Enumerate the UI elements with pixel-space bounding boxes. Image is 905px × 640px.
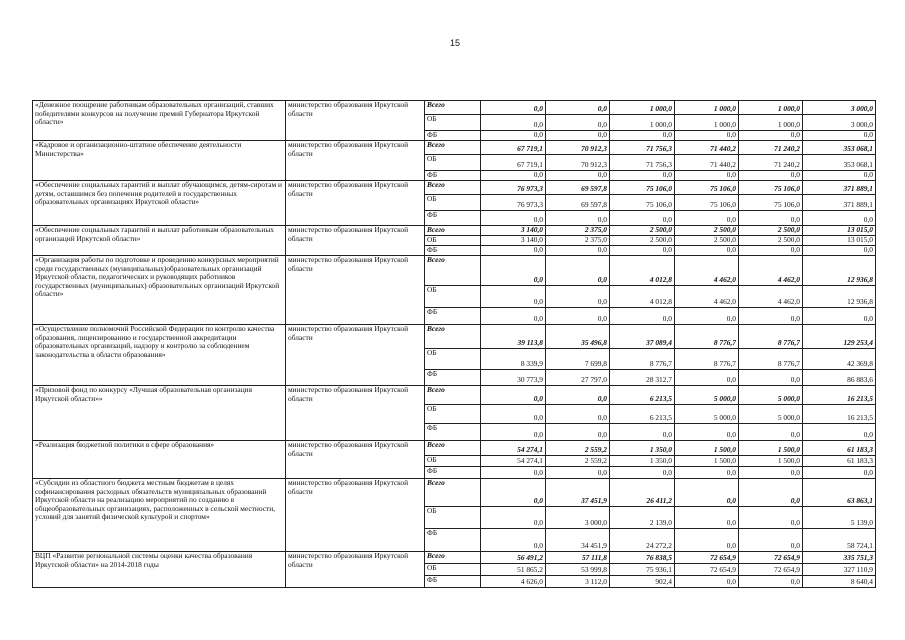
amount-cell: 69 597,8 xyxy=(546,181,610,195)
amount-cell: 129 253,4 xyxy=(803,325,876,349)
measure-name-cell: «Осуществление полномочий Российской Федерации по контролю качества образования, лицензированию и государственной аккредитации образовательных организаций, надзору и контролю за соблюдением законодательства в области образования» xyxy=(33,325,286,386)
amount-cell: 0,0 xyxy=(481,467,546,479)
amount-cell: 51 865,2 xyxy=(481,564,546,576)
funding-source-cell: ФБ xyxy=(425,529,481,552)
table-row xyxy=(33,181,876,195)
amount-cell: 26 411,2 xyxy=(610,479,675,507)
funding-source-cell: ОБ xyxy=(425,236,481,246)
amount-cell: 54 274,1 xyxy=(481,441,546,456)
funding-source-cell: ОБ xyxy=(425,195,481,211)
amount-cell: 2 500,0 xyxy=(610,226,675,236)
amount-cell: 75 106,0 xyxy=(739,195,803,211)
amount-cell: 0,0 xyxy=(739,308,803,325)
amount-cell: 327 110,9 xyxy=(803,564,876,576)
funding-source-cell: ФБ xyxy=(425,171,481,181)
amount-cell: 71 440,2 xyxy=(675,155,739,171)
funding-source-cell: ОБ xyxy=(425,456,481,467)
amount-cell: 4 626,0 xyxy=(481,576,546,588)
amount-cell: 75 106,0 xyxy=(675,181,739,195)
amount-cell: 2 500,0 xyxy=(610,236,675,246)
amount-cell: 76 838,5 xyxy=(610,552,675,564)
amount-cell: 0,0 xyxy=(481,507,546,529)
amount-cell: 1 350,0 xyxy=(610,456,675,467)
amount-cell: 0,0 xyxy=(675,131,739,141)
amount-cell: 8 776,7 xyxy=(739,349,803,370)
amount-cell: 16 213,5 xyxy=(803,405,876,424)
amount-cell: 1 500,0 xyxy=(675,456,739,467)
amount-cell: 371 889,1 xyxy=(803,195,876,211)
amount-cell: 75 106,0 xyxy=(610,181,675,195)
amount-cell: 71 440,2 xyxy=(675,141,739,155)
amount-cell: 0,0 xyxy=(481,286,546,308)
amount-cell: 0,0 xyxy=(675,467,739,479)
amount-cell: 72 654,9 xyxy=(739,552,803,564)
funding-source-cell: ФБ xyxy=(425,308,481,325)
amount-cell: 71 756,3 xyxy=(610,155,675,171)
table-row xyxy=(33,386,876,405)
responsible-org-cell: министерство образования Иркутской области xyxy=(286,141,425,181)
funding-source-cell: Всего xyxy=(425,181,481,195)
funding-source-cell: ФБ xyxy=(425,211,481,226)
amount-cell: 0,0 xyxy=(675,246,739,256)
responsible-org-cell: министерство образования Иркутской области xyxy=(286,181,425,226)
measure-name-cell: «Организация работы по подготовке и проведению конкурсных мероприятий среди государственных (муниципальных)образовательных организаций Иркутской области, педагогических и руководящих работников государственных (муниципальных) образовательных организаций Иркутской области» xyxy=(33,256,286,325)
amount-cell: 69 597,8 xyxy=(546,195,610,211)
amount-cell: 0,0 xyxy=(610,424,675,441)
funding-source-cell: ФБ xyxy=(425,131,481,141)
amount-cell: 1 000,0 xyxy=(610,115,675,131)
amount-cell: 76 973,3 xyxy=(481,195,546,211)
table-row xyxy=(33,256,876,286)
amount-cell: 3 000,0 xyxy=(803,115,876,131)
amount-cell: 0,0 xyxy=(675,576,739,588)
amount-cell: 53 999,8 xyxy=(546,564,610,576)
amount-cell: 2 500,0 xyxy=(739,226,803,236)
table-row xyxy=(33,479,876,507)
amount-cell: 0,0 xyxy=(739,576,803,588)
amount-cell: 1 500,0 xyxy=(739,441,803,456)
amount-cell: 67 719,1 xyxy=(481,141,546,155)
amount-cell: 0,0 xyxy=(739,507,803,529)
funding-source-cell: Всего xyxy=(425,441,481,456)
amount-cell: 3 140,0 xyxy=(481,226,546,236)
funding-source-cell: Всего xyxy=(425,256,481,286)
amount-cell: 0,0 xyxy=(546,115,610,131)
amount-cell: 0,0 xyxy=(739,529,803,552)
amount-cell: 0,0 xyxy=(610,131,675,141)
amount-cell: 0,0 xyxy=(739,479,803,507)
amount-cell: 12 936,8 xyxy=(803,256,876,286)
funding-source-cell: Всего xyxy=(425,101,481,115)
amount-cell: 0,0 xyxy=(481,405,546,424)
amount-cell: 5 000,0 xyxy=(675,405,739,424)
amount-cell: 76 973,3 xyxy=(481,181,546,195)
amount-cell: 0,0 xyxy=(739,211,803,226)
responsible-org-cell: министерство образования Иркутской области xyxy=(286,386,425,441)
amount-cell: 4 462,0 xyxy=(739,286,803,308)
amount-cell: 34 451,9 xyxy=(546,529,610,552)
amount-cell: 16 213,5 xyxy=(803,386,876,405)
measure-name-cell: «Денежное поощрение работникам образовательных организаций, ставших победителями конкурсов на получение премий Губернатора Иркутской области» xyxy=(33,101,286,141)
amount-cell: 2 139,0 xyxy=(610,507,675,529)
responsible-org-cell: министерство образования Иркутской области xyxy=(286,479,425,552)
amount-cell: 2 375,0 xyxy=(546,226,610,236)
amount-cell: 3 140,0 xyxy=(481,236,546,246)
amount-cell: 0,0 xyxy=(481,424,546,441)
amount-cell: 8 776,7 xyxy=(739,325,803,349)
amount-cell: 0,0 xyxy=(610,211,675,226)
amount-cell: 5 000,0 xyxy=(739,386,803,405)
amount-cell: 70 912,3 xyxy=(546,155,610,171)
responsible-org-cell: министерство образования Иркутской области xyxy=(286,552,425,588)
amount-cell: 0,0 xyxy=(481,386,546,405)
amount-cell: 75 936,1 xyxy=(610,564,675,576)
amount-cell: 0,0 xyxy=(481,256,546,286)
amount-cell: 8 776,7 xyxy=(610,349,675,370)
amount-cell: 0,0 xyxy=(675,479,739,507)
amount-cell: 1 000,0 xyxy=(675,101,739,115)
amount-cell: 4 012,8 xyxy=(610,256,675,286)
amount-cell: 353 068,1 xyxy=(803,141,876,155)
amount-cell: 39 113,8 xyxy=(481,325,546,349)
amount-cell: 0,0 xyxy=(739,171,803,181)
table-row xyxy=(33,101,876,115)
amount-cell: 0,0 xyxy=(803,467,876,479)
amount-cell: 2 559,2 xyxy=(546,441,610,456)
amount-cell: 5 000,0 xyxy=(739,405,803,424)
amount-cell: 0,0 xyxy=(803,246,876,256)
amount-cell: 353 068,1 xyxy=(803,155,876,171)
amount-cell: 0,0 xyxy=(546,308,610,325)
amount-cell: 75 106,0 xyxy=(675,195,739,211)
amount-cell: 0,0 xyxy=(546,424,610,441)
amount-cell: 71 756,3 xyxy=(610,141,675,155)
amount-cell: 0,0 xyxy=(546,131,610,141)
funding-source-cell: ФБ xyxy=(425,424,481,441)
amount-cell: 13 015,0 xyxy=(803,226,876,236)
amount-cell: 42 369,8 xyxy=(803,349,876,370)
measure-name-cell: «Обеспечение социальных гарантий и выплат работникам образовательных организаций Иркутской области» xyxy=(33,226,286,256)
funding-source-cell: ФБ xyxy=(425,576,481,588)
amount-cell: 0,0 xyxy=(481,211,546,226)
amount-cell: 0,0 xyxy=(675,171,739,181)
table-row xyxy=(33,552,876,564)
amount-cell: 28 312,7 xyxy=(610,370,675,386)
amount-cell: 1 350,0 xyxy=(610,441,675,456)
funding-source-cell: Всего xyxy=(425,226,481,236)
amount-cell: 4 462,0 xyxy=(739,256,803,286)
amount-cell: 57 111,8 xyxy=(546,552,610,564)
amount-cell: 0,0 xyxy=(481,115,546,131)
amount-cell: 2 500,0 xyxy=(675,236,739,246)
amount-cell: 0,0 xyxy=(481,529,546,552)
amount-cell: 1 500,0 xyxy=(675,441,739,456)
amount-cell: 5 139,0 xyxy=(803,507,876,529)
funding-source-cell: ОБ xyxy=(425,507,481,529)
amount-cell: 71 240,2 xyxy=(739,155,803,171)
funding-source-cell: ОБ xyxy=(425,349,481,370)
amount-cell: 0,0 xyxy=(546,171,610,181)
amount-cell: 8 776,7 xyxy=(675,325,739,349)
amount-cell: 0,0 xyxy=(481,101,546,115)
amount-cell: 2 500,0 xyxy=(675,226,739,236)
amount-cell: 1 000,0 xyxy=(739,101,803,115)
amount-cell: 54 274,1 xyxy=(481,456,546,467)
funding-source-cell: Всего xyxy=(425,386,481,405)
funding-source-cell: Всего xyxy=(425,141,481,155)
amount-cell: 8 339,9 xyxy=(481,349,546,370)
funding-source-cell: Всего xyxy=(425,552,481,564)
amount-cell: 0,0 xyxy=(675,507,739,529)
measure-name-cell: «Субсидии из областного бюджета местным бюджетам в целях софинансирования расходных обязательств муниципальных образований Иркутской области на реализацию мероприятий по созданию в общеобразовательных организациях, расположенных в сельской местности, условий для занятий физической культурой и спортом» xyxy=(33,479,286,552)
amount-cell: 86 883,6 xyxy=(803,370,876,386)
amount-cell: 0,0 xyxy=(675,308,739,325)
amount-cell: 0,0 xyxy=(739,467,803,479)
amount-cell: 27 797,0 xyxy=(546,370,610,386)
amount-cell: 0,0 xyxy=(739,424,803,441)
funding-source-cell: ФБ xyxy=(425,467,481,479)
amount-cell: 8 640,4 xyxy=(803,576,876,588)
amount-cell: 72 654,9 xyxy=(675,552,739,564)
amount-cell: 0,0 xyxy=(481,479,546,507)
amount-cell: 3 000,0 xyxy=(803,101,876,115)
funding-source-cell: ОБ xyxy=(425,115,481,131)
amount-cell: 0,0 xyxy=(481,308,546,325)
amount-cell: 0,0 xyxy=(481,131,546,141)
budget-table xyxy=(32,100,876,588)
amount-cell: 72 654,9 xyxy=(675,564,739,576)
amount-cell: 1 000,0 xyxy=(739,115,803,131)
amount-cell: 0,0 xyxy=(675,424,739,441)
funding-source-cell: ФБ xyxy=(425,370,481,386)
amount-cell: 63 863,1 xyxy=(803,479,876,507)
amount-cell: 0,0 xyxy=(675,529,739,552)
funding-source-cell: ОБ xyxy=(425,405,481,424)
amount-cell: 4 012,8 xyxy=(610,286,675,308)
amount-cell: 0,0 xyxy=(803,308,876,325)
funding-source-cell: ОБ xyxy=(425,564,481,576)
amount-cell: 2 375,0 xyxy=(546,236,610,246)
amount-cell: 0,0 xyxy=(546,101,610,115)
measure-name-cell: «Кадровое и организационно-штатное обеспечение деятельности Министерства» xyxy=(33,141,286,181)
measure-name-cell: ВЦП «Развитие региональной системы оценки качества образования Иркутской области» на 2014-2018 годы xyxy=(33,552,286,588)
measure-name-cell: «Реализация бюджетной политики в сфере образования» xyxy=(33,441,286,479)
amount-cell: 6 213,5 xyxy=(610,386,675,405)
amount-cell: 0,0 xyxy=(803,211,876,226)
funding-source-cell: Всего xyxy=(425,479,481,507)
amount-cell: 0,0 xyxy=(803,171,876,181)
funding-source-cell: ОБ xyxy=(425,286,481,308)
responsible-org-cell: министерство образования Иркутской области xyxy=(286,441,425,479)
amount-cell: 1 500,0 xyxy=(739,456,803,467)
amount-cell: 0,0 xyxy=(675,211,739,226)
amount-cell: 8 776,7 xyxy=(675,349,739,370)
measure-name-cell: «Призовой фонд по конкурсу «Лучшая образовательная организация Иркутской области»» xyxy=(33,386,286,441)
amount-cell: 12 936,8 xyxy=(803,286,876,308)
responsible-org-cell: министерство образования Иркутской области xyxy=(286,101,425,141)
funding-source-cell: ФБ xyxy=(425,246,481,256)
amount-cell: 1 000,0 xyxy=(610,101,675,115)
amount-cell: 0,0 xyxy=(546,211,610,226)
amount-cell: 0,0 xyxy=(546,467,610,479)
amount-cell: 335 751,3 xyxy=(803,552,876,564)
amount-cell: 0,0 xyxy=(739,131,803,141)
amount-cell: 56 491,2 xyxy=(481,552,546,564)
amount-cell: 371 889,1 xyxy=(803,181,876,195)
amount-cell: 3 112,0 xyxy=(546,576,610,588)
amount-cell: 70 912,3 xyxy=(546,141,610,155)
amount-cell: 0,0 xyxy=(481,246,546,256)
amount-cell: 35 496,8 xyxy=(546,325,610,349)
amount-cell: 58 724,1 xyxy=(803,529,876,552)
amount-cell: 0,0 xyxy=(546,246,610,256)
amount-cell: 5 000,0 xyxy=(675,386,739,405)
amount-cell: 0,0 xyxy=(803,131,876,141)
amount-cell: 2 500,0 xyxy=(739,236,803,246)
amount-cell: 72 654,9 xyxy=(739,564,803,576)
table-row xyxy=(33,325,876,349)
amount-cell: 37 089,4 xyxy=(610,325,675,349)
amount-cell: 37 451,9 xyxy=(546,479,610,507)
amount-cell: 0,0 xyxy=(546,405,610,424)
amount-cell: 2 559,2 xyxy=(546,456,610,467)
amount-cell: 3 000,0 xyxy=(546,507,610,529)
amount-cell: 0,0 xyxy=(675,370,739,386)
amount-cell: 0,0 xyxy=(546,256,610,286)
responsible-org-cell: министерство образования Иркутской области xyxy=(286,226,425,256)
amount-cell: 0,0 xyxy=(610,308,675,325)
amount-cell: 4 462,0 xyxy=(675,286,739,308)
responsible-org-cell: министерство образования Иркутской области xyxy=(286,256,425,325)
amount-cell: 0,0 xyxy=(803,424,876,441)
amount-cell: 75 106,0 xyxy=(610,195,675,211)
amount-cell: 0,0 xyxy=(610,467,675,479)
responsible-org-cell: министерство образования Иркутской области xyxy=(286,325,425,386)
amount-cell: 0,0 xyxy=(610,246,675,256)
amount-cell: 6 213,5 xyxy=(610,405,675,424)
funding-source-cell: ОБ xyxy=(425,155,481,171)
amount-cell: 71 240,2 xyxy=(739,141,803,155)
amount-cell: 61 183,3 xyxy=(803,456,876,467)
amount-cell: 61 183,3 xyxy=(803,441,876,456)
measure-name-cell: «Обеспечение социальных гарантий и выплат обучающимся, детям-сиротам и детям, оставшимся без попечения родителей в государственных образовательных организациях Иркутской области» xyxy=(33,181,286,226)
amount-cell: 902,4 xyxy=(610,576,675,588)
amount-cell: 24 272,2 xyxy=(610,529,675,552)
amount-cell: 0,0 xyxy=(739,246,803,256)
amount-cell: 0,0 xyxy=(610,171,675,181)
amount-cell: 13 015,0 xyxy=(803,236,876,246)
amount-cell: 4 462,0 xyxy=(675,256,739,286)
amount-cell: 75 106,0 xyxy=(739,181,803,195)
amount-cell: 1 000,0 xyxy=(675,115,739,131)
amount-cell: 7 699,8 xyxy=(546,349,610,370)
table-row xyxy=(33,226,876,236)
table-row xyxy=(33,141,876,155)
amount-cell: 30 773,9 xyxy=(481,370,546,386)
table-row xyxy=(33,441,876,456)
funding-source-cell: Всего xyxy=(425,325,481,349)
amount-cell: 0,0 xyxy=(481,171,546,181)
amount-cell: 67 719,1 xyxy=(481,155,546,171)
amount-cell: 0,0 xyxy=(739,370,803,386)
amount-cell: 0,0 xyxy=(546,286,610,308)
amount-cell: 0,0 xyxy=(546,386,610,405)
page-number: 15 xyxy=(449,38,460,48)
